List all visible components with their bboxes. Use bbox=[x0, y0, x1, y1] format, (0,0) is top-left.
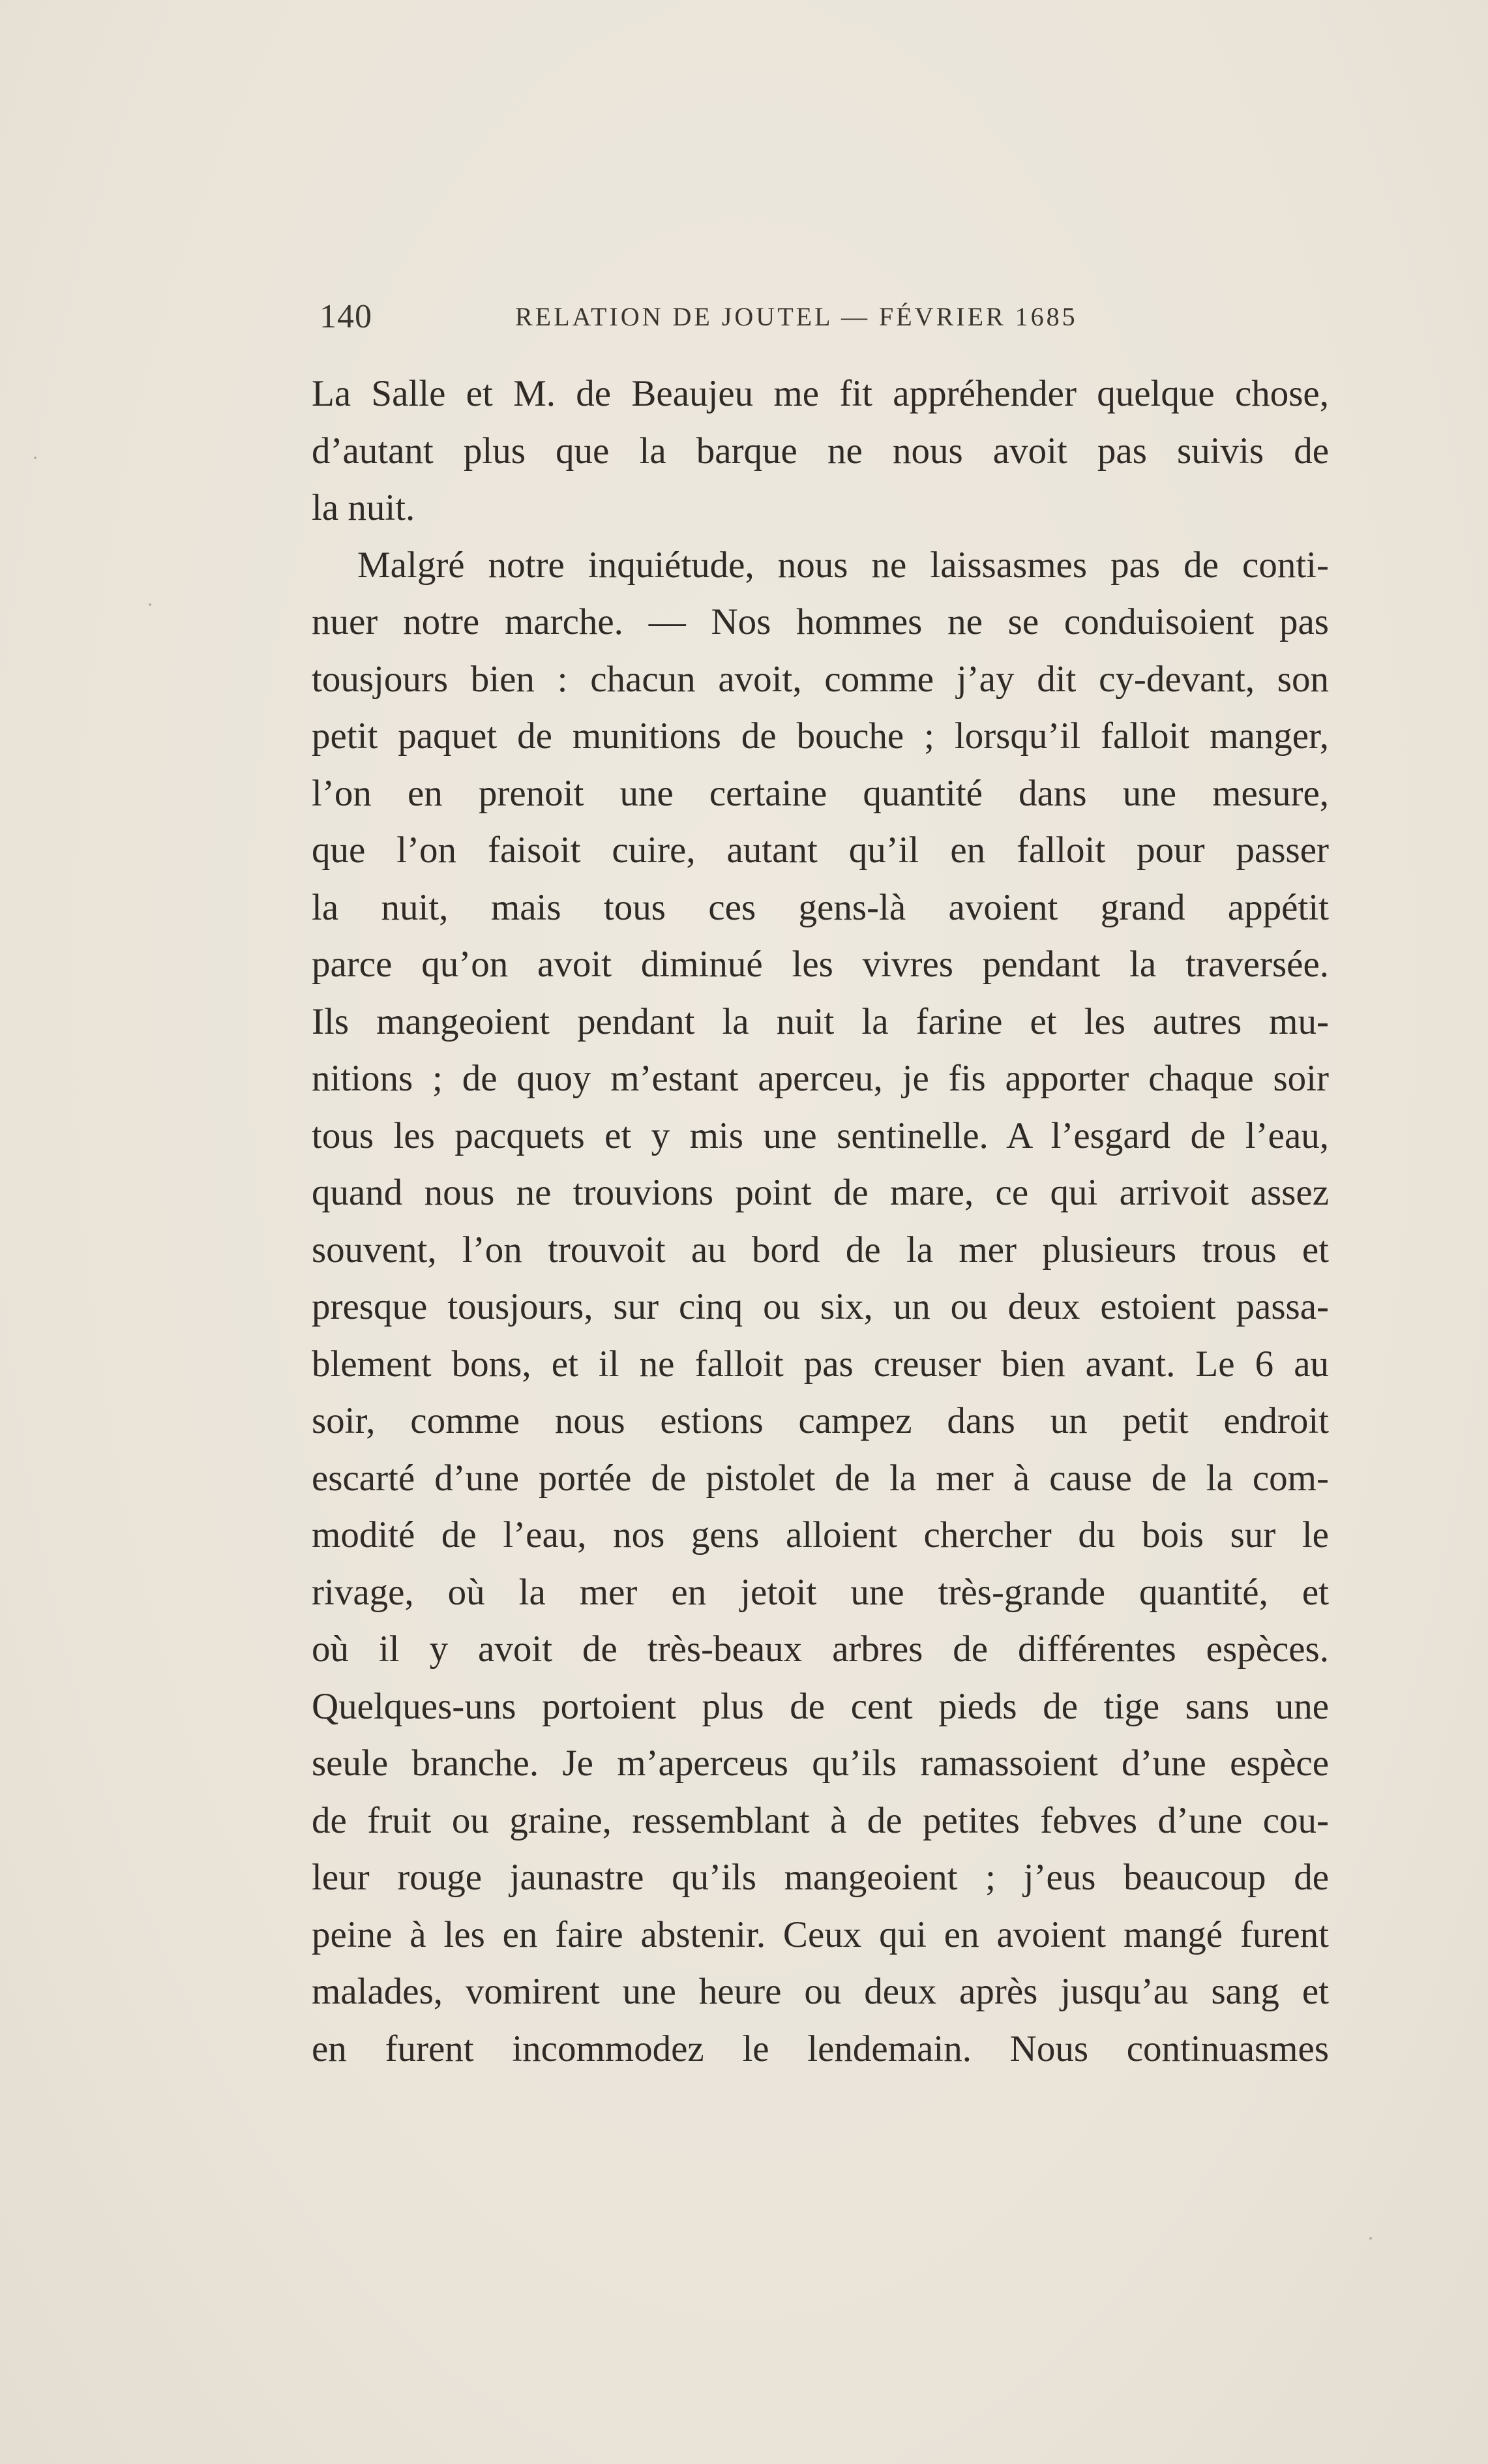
text-line: de fruit ou graine, ressemblant à de petites febves d’une cou- bbox=[312, 1799, 1329, 1841]
text-line: petit paquet de munitions de bouche ; lorsqu’il falloit manger, bbox=[312, 715, 1329, 757]
text-line: en furent incommodez le lendemain. Nous continuasmes bbox=[312, 2028, 1329, 2069]
text-line: soir, comme nous estions campez dans un petit endroit bbox=[312, 1400, 1329, 1441]
text-line: tous les pacquets et y mis une sentinelle. A l’esgard de l’eau, bbox=[312, 1115, 1329, 1156]
text-line: nitions ; de quoy m’estant aperceu, je fis apporter chaque soir bbox=[312, 1058, 1329, 1099]
text-line: tousjours bien : chacun avoit, comme j’ay dit cy-devant, son bbox=[312, 658, 1329, 700]
text-line: blement bons, et il ne falloit pas creuser bien avant. Le 6 au bbox=[312, 1343, 1329, 1385]
text-line: modité de l’eau, nos gens alloient chercher du bois sur le bbox=[312, 1514, 1329, 1555]
text-line: malades, vomirent une heure ou deux après jusqu’au sang et bbox=[312, 1971, 1329, 2012]
text-line: quand nous ne trouvions point de mare, ce qui arrivoit assez bbox=[312, 1172, 1329, 1213]
text-line: leur rouge jaunastre qu’ils mangeoient ; j’eus beaucoup de bbox=[312, 1857, 1329, 1898]
text-line: souvent, l’on trouvoit au bord de la mer plusieurs trous et bbox=[312, 1229, 1329, 1270]
running-header bbox=[310, 292, 1151, 338]
text-line: que l’on faisoit cuire, autant qu’il en falloit pour passer bbox=[312, 830, 1329, 871]
text-line: Quelques-uns portoient plus de cent pieds de tige sans une bbox=[312, 1685, 1329, 1727]
text-line: escarté d’une portée de pistolet de la mer à cause de la com- bbox=[312, 1457, 1329, 1499]
text-line: rivage, où la mer en jetoit une très-grande quantité, et bbox=[312, 1571, 1329, 1613]
body-text bbox=[312, 365, 1329, 2077]
text-line: peine à les en faire abstenir. Ceux qui en avoient mangé furent bbox=[312, 1914, 1329, 1955]
text-line: Malgré notre inquiétude, nous ne laissasmes pas de conti- bbox=[357, 544, 1329, 586]
paper-speck bbox=[149, 603, 151, 606]
text-line: La Salle et M. de Beaujeu me fit appréhender quelque chose, bbox=[312, 373, 1329, 414]
text-line: Ils mangeoient pendant la nuit la farine et les autres mu- bbox=[312, 1000, 1329, 1042]
text-line: où il y avoit de très-beaux arbres de différentes espèces. bbox=[312, 1629, 1329, 1670]
text-line: seule branche. Je m’aperceus qu’ils ramassoient d’une espèce bbox=[312, 1743, 1329, 1784]
page-number: 140 bbox=[320, 298, 372, 335]
running-title: RELATION DE JOUTEL — FÉVRIER 1685 bbox=[515, 302, 1078, 331]
paper-speck bbox=[34, 457, 37, 459]
text-line: l’on en prenoit une certaine quantité dans une mesure, bbox=[312, 772, 1329, 814]
text-line: parce qu’on avoit diminué les vivres pendant la traversée. bbox=[312, 944, 1329, 985]
text-line: la nuit, mais tous ces gens-là avoient grand appétit bbox=[312, 886, 1329, 928]
paper-speck bbox=[1369, 2237, 1372, 2240]
text-line: d’autant plus que la barque ne nous avoit pas suivis de bbox=[312, 430, 1329, 472]
text-line: la nuit. bbox=[312, 487, 415, 528]
text-line: nuer notre marche. — Nos hommes ne se conduisoient pas bbox=[312, 601, 1329, 642]
text-line: presque tousjours, sur cinq ou six, un ou deux estoient passa- bbox=[312, 1286, 1329, 1327]
